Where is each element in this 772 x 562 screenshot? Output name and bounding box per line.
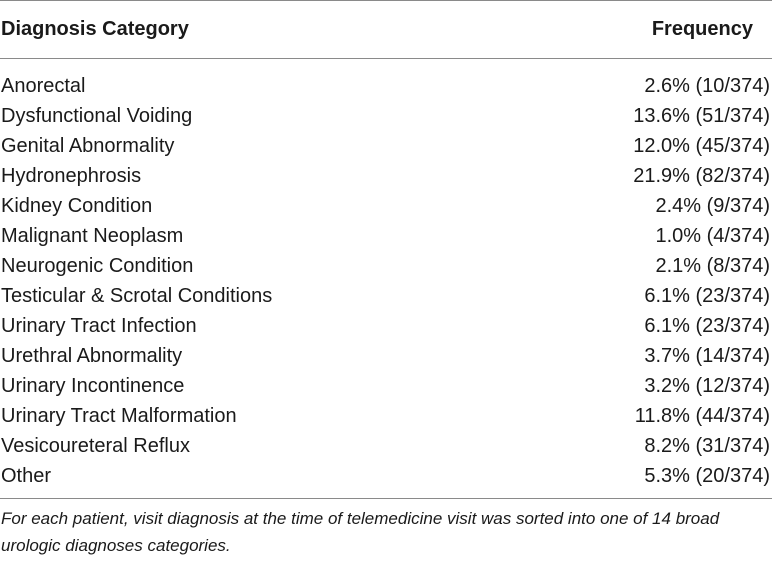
row-frequency: 6.1% (23/374) — [644, 315, 770, 337]
row-category: Genital Abnormality — [1, 135, 175, 157]
table-row — [0, 431, 772, 461]
row-category: Dysfunctional Voiding — [1, 105, 193, 127]
row-category: Testicular & Scrotal Conditions — [1, 285, 273, 307]
table-row — [0, 101, 772, 131]
row-category: Urinary Incontinence — [1, 375, 185, 397]
row-category: Urinary Tract Malformation — [1, 405, 237, 427]
row-category: Other — [1, 465, 52, 487]
header-frequency: Frequency — [651, 18, 753, 40]
row-category: Kidney Condition — [1, 195, 153, 217]
table-row — [0, 221, 772, 251]
row-category: Anorectal — [1, 75, 86, 97]
row-frequency: 12.0% (45/374) — [633, 135, 770, 157]
table-header-row — [0, 1, 772, 58]
row-category: Urinary Tract Infection — [1, 315, 197, 337]
row-frequency: 8.2% (31/374) — [644, 435, 770, 457]
table-row — [0, 341, 772, 371]
row-frequency: 5.3% (20/374) — [644, 465, 770, 487]
row-frequency: 2.4% (9/374) — [655, 195, 770, 217]
row-frequency: 1.0% (4/374) — [655, 225, 770, 247]
table-body — [0, 59, 772, 498]
table-row — [0, 401, 772, 431]
row-frequency: 3.7% (14/374) — [644, 345, 770, 367]
table-row — [0, 251, 772, 281]
row-category: Hydronephrosis — [1, 165, 142, 187]
table-footnote: For each patient, visit diagnosis at the time of telemedicine visit was sorted into one of 14 broad urologic diagnoses categories. — [1, 509, 720, 555]
table-row — [0, 371, 772, 401]
row-category: Vesicoureteral Reflux — [1, 435, 190, 457]
table-row — [0, 131, 772, 161]
table-row — [0, 71, 772, 101]
table-row — [0, 191, 772, 221]
table-row — [0, 161, 772, 191]
table-row — [0, 281, 772, 311]
row-category: Urethral Abnormality — [1, 345, 183, 367]
header-diagnosis-category: Diagnosis Category — [1, 18, 189, 40]
row-frequency: 11.8% (44/374) — [634, 405, 770, 427]
row-frequency: 21.9% (82/374) — [633, 165, 770, 187]
table-row — [0, 461, 772, 491]
row-frequency: 3.2% (12/374) — [644, 375, 770, 397]
row-frequency: 2.1% (8/374) — [655, 255, 770, 277]
row-category: Neurogenic Condition — [1, 255, 194, 277]
row-frequency: 6.1% (23/374) — [644, 285, 770, 307]
row-frequency: 2.6% (10/374) — [644, 75, 770, 97]
table-row — [0, 311, 772, 341]
row-category: Malignant Neoplasm — [1, 225, 184, 247]
row-frequency: 13.6% (51/374) — [633, 105, 770, 127]
